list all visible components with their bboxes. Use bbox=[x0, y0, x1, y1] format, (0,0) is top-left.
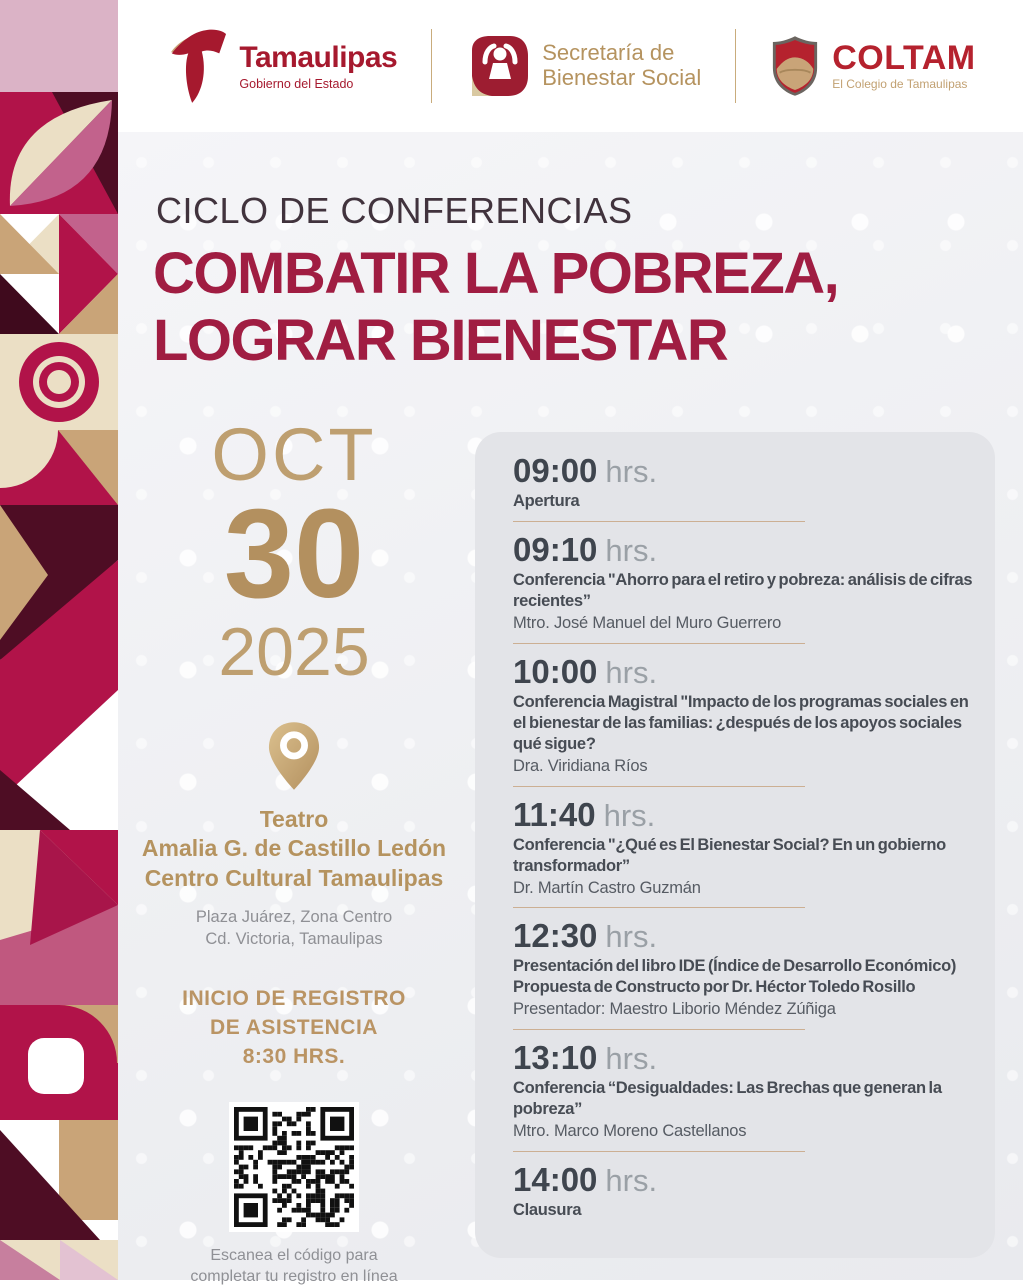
coltam-crest-icon bbox=[770, 35, 820, 97]
schedule-divider bbox=[513, 786, 805, 787]
coltam-subtitle: El Colegio de Tamaulipas bbox=[832, 77, 968, 91]
time-suffix: hrs. bbox=[603, 797, 656, 833]
schedule-item bbox=[513, 919, 979, 1020]
event-title: Clausura bbox=[513, 1201, 582, 1220]
header-divider bbox=[735, 29, 736, 103]
registration-line1: INICIO DE REGISTRO bbox=[182, 986, 406, 1010]
event-time: 09:10 bbox=[513, 530, 598, 568]
time-suffix: hrs. bbox=[605, 919, 658, 955]
schedule-item bbox=[513, 454, 979, 512]
event-speaker: Mtro. Marco Moreno Castellanos bbox=[513, 1122, 747, 1141]
qr-code-graphic bbox=[234, 1107, 354, 1227]
qr-code bbox=[229, 1102, 359, 1232]
event-title: Conferencia "¿Qué es El Bienestar Social? En un gobierno transformador” bbox=[513, 835, 946, 875]
registration-notice bbox=[136, 984, 452, 1072]
event-title: Apertura bbox=[513, 492, 580, 510]
address-line1: Plaza Juárez, Zona Centro bbox=[195, 908, 393, 926]
title-line-2: LOGRAR BIENESTAR bbox=[153, 308, 728, 374]
bienestar-line1: Secretaría de bbox=[542, 40, 675, 66]
time-suffix: hrs. bbox=[605, 654, 658, 690]
event-title: Conferencia "Ahorro para el retiro y pobreza: análisis de cifras recientes” bbox=[513, 570, 973, 610]
tamaulipas-t-icon bbox=[165, 26, 227, 106]
schedule-divider bbox=[513, 643, 805, 644]
venue-line2: Amalia G. de Castillo Ledón bbox=[141, 835, 447, 862]
event-speaker: Presentador: Maestro Liborio Méndez Zúñiga bbox=[513, 1000, 836, 1019]
time-suffix: hrs. bbox=[605, 454, 658, 489]
schedule-item bbox=[513, 652, 979, 777]
event-time: 11:40 bbox=[513, 795, 596, 833]
tamaulipas-text bbox=[239, 41, 397, 91]
qr-caption bbox=[136, 1245, 452, 1288]
event-day: 30 bbox=[223, 483, 365, 624]
schedule-item bbox=[513, 1163, 979, 1221]
event-time: 12:30 bbox=[513, 917, 598, 955]
coltam-name: COLTAM bbox=[832, 39, 976, 77]
decorative-sidebar bbox=[0, 0, 118, 1280]
event-speaker: Mtro. José Manuel del Muro Guerrero bbox=[513, 613, 782, 632]
schedule-panel bbox=[475, 432, 995, 1258]
event-speaker: Dra. Viridiana Ríos bbox=[513, 756, 648, 775]
tamaulipas-logo bbox=[165, 26, 397, 106]
location-pin-wrap bbox=[136, 720, 452, 797]
page-title bbox=[153, 240, 838, 375]
bienestar-logo bbox=[466, 34, 701, 98]
coltam-logo bbox=[770, 35, 975, 97]
event-title: Conferencia Magistral "Impacto de los programas sociales en el bienestar de las familias: ¿después de los apoyos sociales qué sigue? bbox=[513, 692, 969, 753]
event-title: Presentación del libro IDE (Índice de Desarrollo Económico) Propuesta de Constructo por Dr. Héctor Toledo Rosillo bbox=[513, 957, 957, 997]
bienestar-text bbox=[542, 41, 701, 90]
schedule-item bbox=[513, 795, 979, 899]
event-info-column bbox=[136, 413, 452, 1288]
registration-line2: DE ASISTENCIA bbox=[210, 1015, 378, 1039]
time-suffix: hrs. bbox=[605, 1163, 658, 1199]
header-divider bbox=[431, 29, 432, 103]
bienestar-line2: Bienestar Social bbox=[542, 65, 702, 90]
event-time: 09:00 bbox=[513, 452, 598, 489]
event-time: 13:10 bbox=[513, 1039, 598, 1077]
kicker: CICLO DE CONFERENCIAS bbox=[156, 190, 633, 231]
schedule-divider bbox=[513, 1029, 805, 1030]
schedule-divider bbox=[513, 521, 805, 522]
tamaulipas-name: Tamaulipas bbox=[239, 41, 398, 74]
coltam-text bbox=[832, 41, 975, 91]
tamaulipas-subtitle: Gobierno del Estado bbox=[239, 77, 354, 91]
schedule-item bbox=[513, 1041, 979, 1142]
schedule-divider bbox=[513, 907, 805, 908]
event-time: 10:00 bbox=[513, 652, 598, 690]
time-suffix: hrs. bbox=[605, 1041, 658, 1077]
venue-address bbox=[136, 906, 452, 951]
venue-line1: Teatro bbox=[259, 805, 329, 832]
schedule-item bbox=[513, 530, 979, 634]
schedule-divider bbox=[513, 1151, 805, 1152]
header bbox=[118, 0, 1023, 132]
venue-line3: Centro Cultural Tamaulipas bbox=[144, 864, 444, 891]
qr-caption-line1: Escanea el código para bbox=[210, 1246, 378, 1264]
geometric-pattern-art bbox=[0, 0, 118, 1280]
registration-line3: 8:30 HRS. bbox=[242, 1045, 346, 1069]
address-line2: Cd. Victoria, Tamaulipas bbox=[205, 930, 383, 949]
event-time: 14:00 bbox=[513, 1161, 598, 1199]
poster-body bbox=[118, 132, 1023, 1286]
location-pin-icon bbox=[267, 720, 321, 792]
qr-caption-line2: completar tu registro en línea bbox=[190, 1268, 398, 1286]
event-title: Conferencia “Desigualdades: Las Brechas que generan la pobreza” bbox=[513, 1079, 942, 1119]
time-suffix: hrs. bbox=[605, 532, 658, 568]
event-speaker: Dr. Martín Castro Guzmán bbox=[513, 878, 701, 897]
venue-name bbox=[136, 805, 452, 893]
event-year: 2025 bbox=[218, 613, 370, 690]
title-line-1: COMBATIR LA POBREZA, bbox=[153, 241, 839, 306]
bienestar-person-icon bbox=[466, 34, 530, 98]
event-month: OCT bbox=[211, 413, 377, 496]
